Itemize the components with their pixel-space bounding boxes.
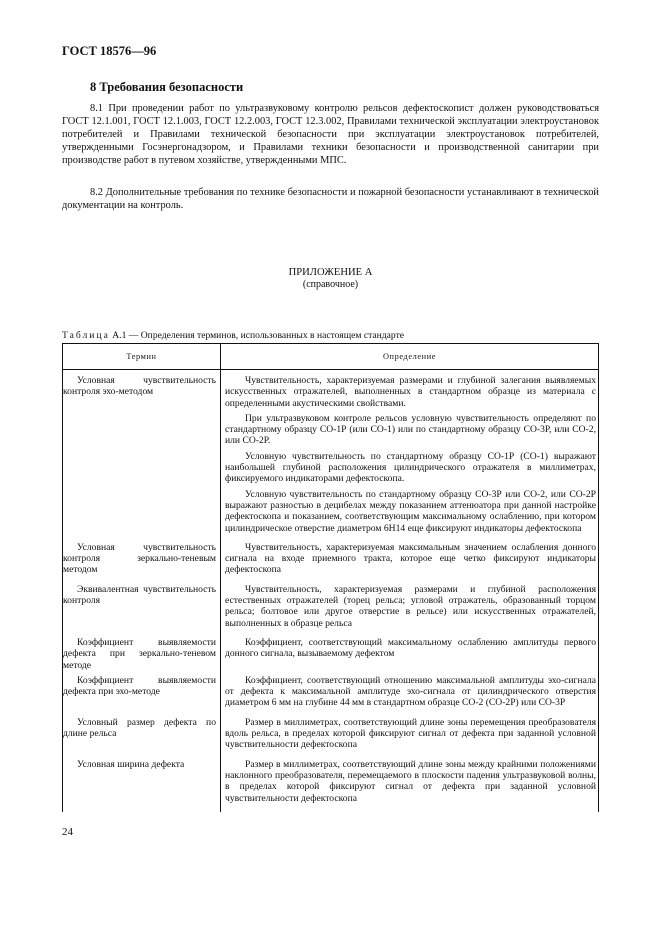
term-cell: Условный размер дефекта по длине рельса (63, 716, 216, 740)
definition-paragraph: Размер в миллиметрах, соответствующий длине зоны между крайними положениями наклонного преобразователя, перемещаемого в плоскости падения ультразвуковой волны, в пределах которой фиксируют сигнал от дефекта при заданной условной чувствительности дефектоскопа (225, 758, 596, 804)
appendix-title: ПРИЛОЖЕНИЕ А (288, 267, 373, 278)
terms-table (62, 343, 599, 812)
paragraph-8-2: 8.2 Дополнительные требования по технике безопасности и пожарной безопасности устанавливают в технической документации на контроль. (62, 187, 599, 211)
table-row (63, 584, 599, 637)
term-cell: Коэффициент выявляемости дефекта при эхо-методе (63, 674, 216, 698)
definition-paragraph: При ультразвуковом контроле рельсов условную чувствительность определяют по стандартному образцу СО-1Р (или СО-1) или по стандартному образцу СО-3Р, или СО-2, или СО-2Р. (225, 412, 596, 447)
definition-paragraph: Коэффициент, соответствующий отношению максимальной амплитуды эхо-сигнала от дефекта к максимальной амплитуде эхо-сигнала от цилиндрического отверстия диаметром 6 мм на глубине 44 мм в стандартном образце СО-2 (СО-2Р) или СО-3Р (225, 674, 596, 709)
term-cell: Условная чувствительность контроля зеркально-теневым методом (63, 541, 216, 576)
table-row (63, 717, 599, 759)
table-row (63, 637, 599, 675)
table-caption-text: А.1 — Определения терминов, использованных в настоящем стандарте (109, 330, 405, 341)
header-definition: Определение (221, 344, 599, 370)
paragraph-8-1: 8.1 При проведении работ по ультразвуковому контролю рельсов дефектоскопист должен руководствоваться ГОСТ 12.1.001, ГОСТ 12.1.003, ГОСТ 12.2.003, ГОСТ 12.3.002, Правилами технической эксплуатации электроустановок потребителей и Правилами технической безопасности при эксплуатации электроустановок потребителей, утвержденными Госэнергонадзором, и Правилами техники безопасности и производственной санитарии при производстве работ в путевом хозяйстве, утвержденными МПС. (62, 103, 599, 166)
document-header: ГОСТ 18576—96 (62, 44, 157, 58)
term-cell: Условная ширина дефекта (77, 758, 185, 770)
section-title: 8 Требования безопасности (90, 80, 244, 94)
table-row (63, 370, 599, 542)
table-row (63, 759, 599, 812)
definition-paragraph: Условную чувствительность по стандартному образцу СО-1Р (СО-1) выражают наибольшей глубиной расположения цилиндрического отражателя в миллиметрах, фиксируемого индикаторами дефектоскопа. (225, 450, 596, 485)
definition-paragraph: Чувствительность, характеризуемая максимальным значением ослабления донного сигнала на входе приемного тракта, которое еще четко фиксируют индикаторы дефектоскопа (225, 541, 596, 576)
header-term: Термин (63, 344, 221, 370)
table-row (63, 675, 599, 717)
definition-paragraph: Размер в миллиметрах, соответствующий длине зоны перемещения преобразователя вдоль рельса, в пределах которой фиксируют сигнал от дефекта при заданной условной чувствительности дефектоскопа (225, 716, 596, 751)
definition-paragraph: Условную чувствительность по стандартному образцу СО-3Р или СО-2, или СО-2Р выражают разностью в децибелах между показанием аттенюатора при данной настройке дефектоскопа и показанием, соответствующим максимальному ослаблению, при котором цилиндрическое отверстие диаметром 6Н14 еще фиксируют индикаторы дефектоскопа (225, 488, 596, 534)
table-header-row (63, 344, 599, 370)
table-row (63, 542, 599, 584)
page-number: 24 (62, 826, 73, 838)
term-cell: Коэффициент выявляемости дефекта при зеркально-теневом методе (63, 636, 216, 671)
definition-paragraph: Чувствительность, характеризуемая размерами и глубиной расположения естественных отражателей (торец рельса; угловой отражатель, образованный торцом рельса; болтовое или другое отверстие в рельсе) или искусственных отражателей, выполненных в образце рельса (225, 583, 596, 629)
table-caption-prefix: Таблица (62, 330, 110, 341)
definition-paragraph: Чувствительность, характеризуемая размерами и глубиной залегания выявляемых искусственных отражателей, выполненных в стандартном образце из материала с определенными акустическими свойствами. (225, 375, 596, 409)
term-cell: Условная чувствительность контроля эхо-методом (63, 375, 216, 398)
table-caption (62, 330, 404, 341)
appendix-subtitle: (справочное) (302, 279, 359, 290)
term-cell: Эквивалентная чувствительность контроля (63, 583, 216, 607)
definition-paragraph: Коэффициент, соответствующий максимальному ослаблению амплитуды первого донного сигнала, вызываемому дефектом (225, 636, 596, 660)
